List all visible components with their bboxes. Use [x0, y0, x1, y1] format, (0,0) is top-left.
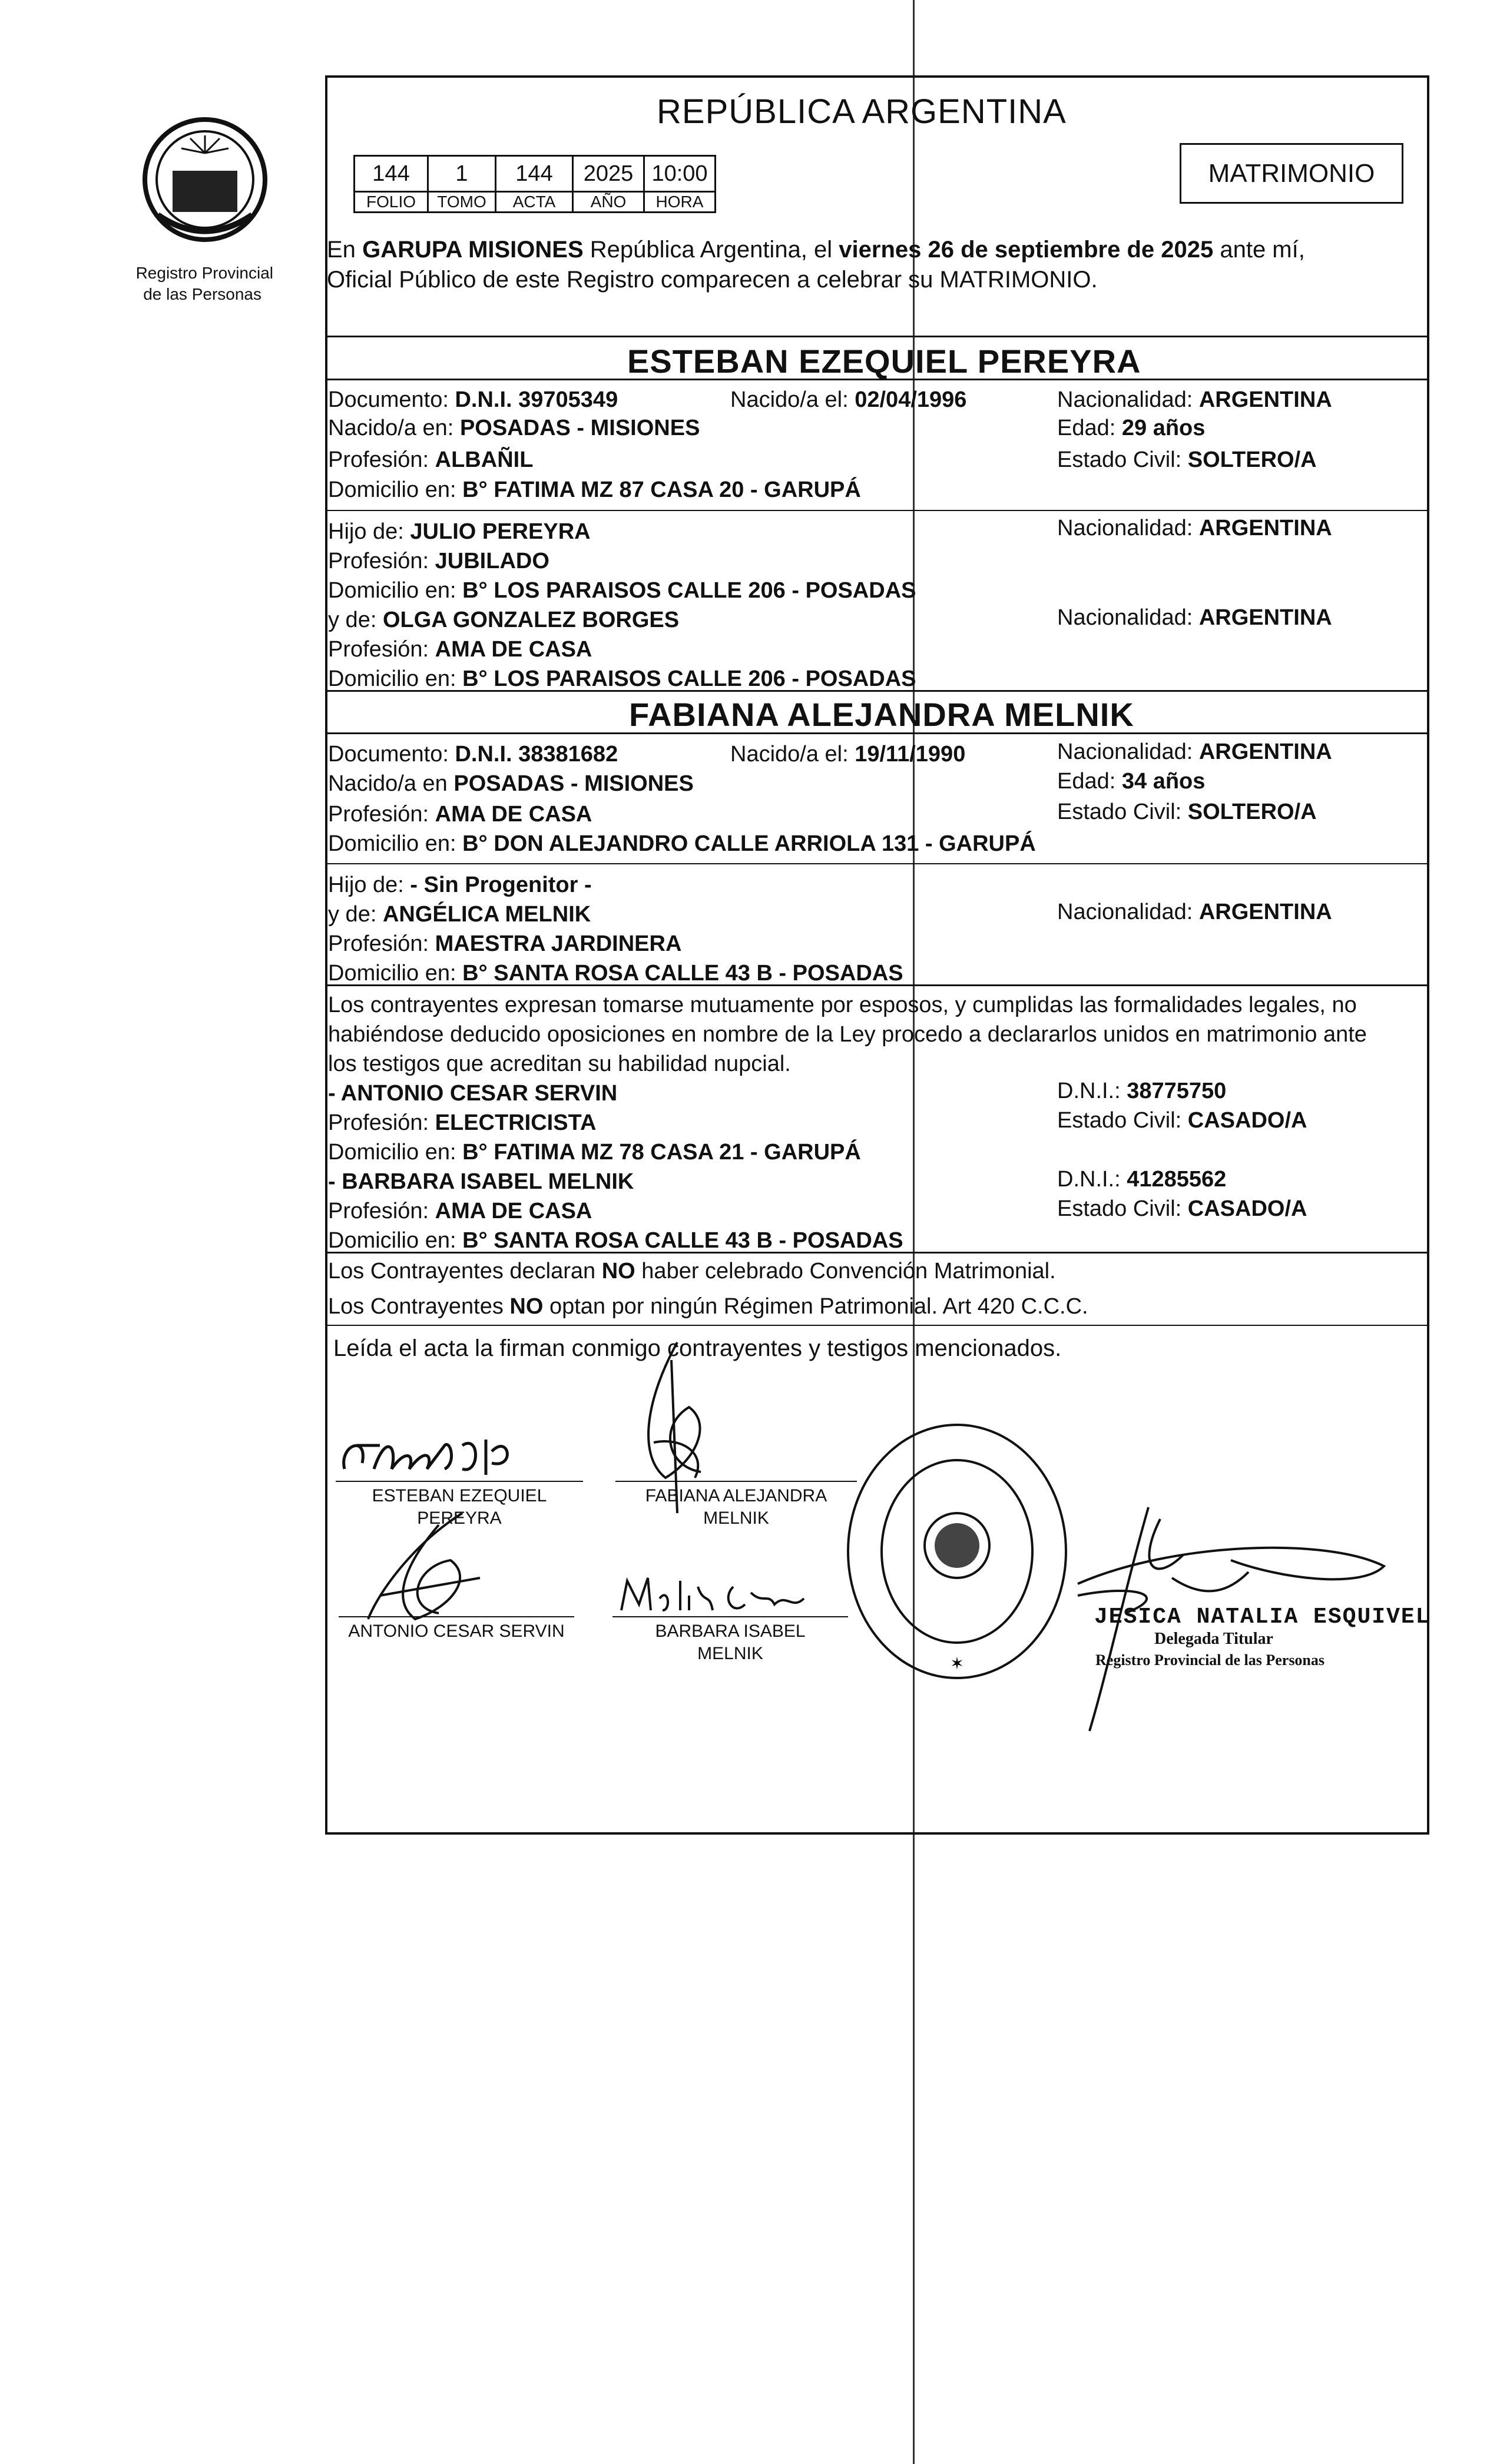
intro-line-1: En GARUPA MISIONES República Argentina, el viernes 26 de septiembre de 2025 ante mí, — [327, 237, 1305, 263]
groom-doc: Documento: D.N.I. 39705349 — [328, 387, 618, 412]
groom-born: Nacido/a el: 02/04/1996 — [730, 387, 967, 412]
closing-statement: Leída el acta la firman conmigo contrayentes y testigos mencionados. — [333, 1335, 1062, 1361]
witness2-name: - BARBARA ISABEL MELNIK — [328, 1169, 634, 1194]
bride-father: Hijo de: - Sin Progenitor - — [328, 873, 592, 897]
groom-civil-status: Estado Civil: SOLTERO/A — [1057, 447, 1317, 472]
groom-father: Hijo de: JULIO PEREYRA — [328, 519, 591, 544]
witness2-address: Domicilio en: B° SANTA ROSA CALLE 43 B - POSADAS — [328, 1228, 903, 1253]
anio-value: 2025 — [573, 156, 644, 192]
declaration-line-3: los testigos que acreditan su habilidad nupcial. — [328, 1052, 791, 1076]
groom-sign-caption: ESTEBAN EZEQUIEL PEREYRA — [372, 1486, 547, 1528]
groom-name: ESTEBAN EZEQUIEL PEREYRA — [627, 343, 1141, 380]
witness2-dni: D.N.I.: 41285562 — [1057, 1167, 1227, 1192]
bride-mother-profession: Profesión: MAESTRA JARDINERA — [328, 931, 682, 956]
groom-mother-nationality: Nacionalidad: ARGENTINA — [1057, 605, 1332, 630]
bride-nationality: Nacionalidad: ARGENTINA — [1057, 739, 1332, 764]
bride-mother-address: Domicilio en: B° SANTA ROSA CALLE 43 B - POSADAS — [328, 961, 903, 986]
witness1-address: Domicilio en: B° FATIMA MZ 78 CASA 21 - GARUPÁ — [328, 1140, 861, 1165]
groom-address: Domicilio en: B° FATIMA MZ 87 CASA 20 - GARUPÁ — [328, 477, 861, 502]
bride-born: Nacido/a el: 19/11/1990 — [730, 742, 966, 767]
folio-value: 144 — [355, 156, 428, 192]
officer-name: JESICA NATALIA ESQUIVEL — [1094, 1604, 1431, 1630]
bride-sign-caption: FABIANA ALEJANDRA MELNIK — [645, 1486, 827, 1528]
witness1-civil-status: Estado Civil: CASADO/A — [1057, 1108, 1307, 1133]
bride-mother-nationality: Nacionalidad: ARGENTINA — [1057, 900, 1332, 924]
witness1-sign-line — [339, 1616, 574, 1617]
witness1-name: - ANTONIO CESAR SERVIN — [328, 1081, 618, 1106]
registry-stamp — [842, 1419, 1072, 1684]
bride-sign-line — [615, 1481, 857, 1482]
declaration-line-2: habiéndose deducido oposiciones en nombre de la Ley procedo a declararlos unidos en matrimonio ante — [328, 1022, 1367, 1047]
hora-label: HORA — [644, 192, 716, 213]
groom-mother-profession: Profesión: AMA DE CASA — [328, 637, 592, 662]
groom-sign-line — [336, 1481, 583, 1482]
bride-mother: y de: ANGÉLICA MELNIK — [328, 902, 591, 927]
anio-label: AÑO — [573, 192, 644, 213]
witness2-signature — [615, 1569, 816, 1622]
groom-father-profession: Profesión: JUBILADO — [328, 549, 549, 573]
officer-title: Delegada Titular — [1154, 1630, 1273, 1648]
bride-name: FABIANA ALEJANDRA MELNIK — [629, 696, 1134, 733]
witness1-sign-caption: ANTONIO CESAR SERVIN — [348, 1621, 565, 1641]
witness1-profession: Profesión: ELECTRICISTA — [328, 1110, 597, 1135]
act-id-table — [353, 155, 716, 213]
witness2-sign-line — [612, 1616, 848, 1617]
bride-civil-status: Estado Civil: SOLTERO/A — [1057, 800, 1317, 824]
officer-office: Registro Provincial de las Personas — [1095, 1651, 1325, 1669]
groom-mother: y de: OLGA GONZALEZ BORGES — [328, 608, 680, 632]
groom-mother-address: Domicilio en: B° LOS PARAISOS CALLE 206 - POSADAS — [328, 666, 916, 691]
groom-nationality: Nacionalidad: ARGENTINA — [1057, 387, 1332, 412]
intro-line-2: Oficial Público de este Registro comparecen a celebrar su MATRIMONIO. — [327, 267, 1098, 293]
groom-signature — [333, 1410, 533, 1493]
tomo-value: 1 — [428, 156, 496, 192]
groom-father-address: Domicilio en: B° LOS PARAISOS CALLE 206 - POSADAS — [328, 578, 916, 603]
witness1-signature — [345, 1507, 509, 1625]
bride-profession: Profesión: AMA DE CASA — [328, 802, 592, 827]
acta-label: ACTA — [496, 192, 573, 213]
bride-birthplace: Nacido/a en POSADAS - MISIONES — [328, 771, 694, 796]
convention-line-1: Los Contrayentes declaran NO haber celebrado Convención Matrimonial. — [328, 1259, 1056, 1284]
acta-value: 144 — [496, 156, 573, 192]
witness2-profession: Profesión: AMA DE CASA — [328, 1199, 592, 1223]
province-logo — [134, 112, 276, 259]
logo-caption-1: Registro Provincial — [135, 264, 273, 282]
bride-doc: Documento: D.N.I. 38381682 — [328, 742, 618, 767]
svg-text:✶: ✶ — [951, 1653, 963, 1676]
bride-age: Edad: 34 años — [1057, 769, 1206, 794]
folio-label: FOLIO — [355, 192, 428, 213]
logo-caption-2: de las Personas — [143, 285, 261, 303]
tomo-label: TOMO — [428, 192, 496, 213]
bride-address: Domicilio en: B° DON ALEJANDRO CALLE ARRIOLA 131 - GARUPÁ — [328, 831, 1036, 856]
groom-age: Edad: 29 años — [1057, 416, 1206, 440]
hora-value: 10:00 — [644, 156, 716, 192]
convention-line-2: Los Contrayentes NO optan por ningún Régimen Patrimonial. Art 420 C.C.C. — [328, 1294, 1088, 1319]
country-title: REPÚBLICA ARGENTINA — [657, 92, 1067, 131]
groom-birthplace: Nacido/a en: POSADAS - MISIONES — [328, 416, 700, 440]
declaration-line-1: Los contrayentes expresan tomarse mutuamente por esposos, y cumplidas las formalidades legales, no — [328, 993, 1357, 1017]
witness1-dni: D.N.I.: 38775750 — [1057, 1079, 1227, 1103]
witness2-civil-status: Estado Civil: CASADO/A — [1057, 1196, 1307, 1221]
witness2-sign-caption: BARBARA ISABEL MELNIK — [655, 1621, 806, 1663]
groom-profession: Profesión: ALBAÑIL — [328, 447, 534, 472]
act-type-box: MATRIMONIO — [1180, 143, 1403, 204]
groom-father-nationality: Nacionalidad: ARGENTINA — [1057, 516, 1332, 540]
